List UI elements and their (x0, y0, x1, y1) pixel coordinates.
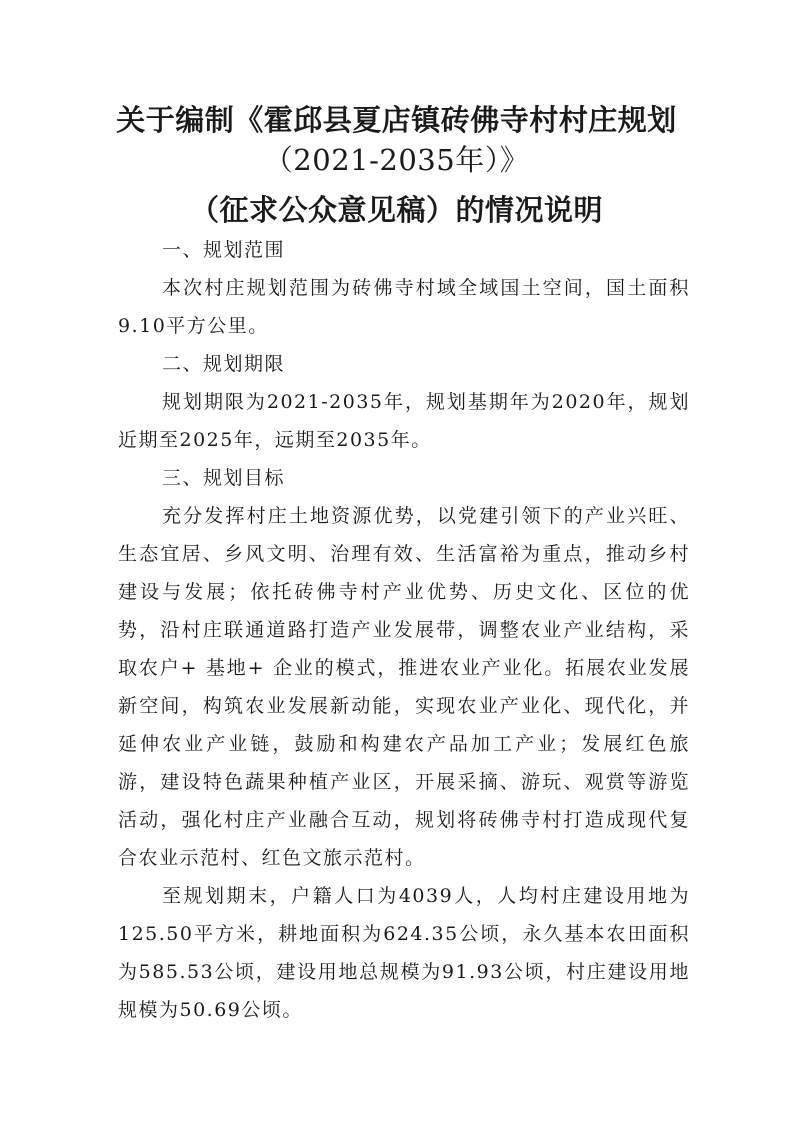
paragraph-period: 规划期限为2021-2035年，规划基期年为2020年，规划近期至2025年，远期至2035年。 (118, 391, 690, 451)
paragraph-goals: 充分发挥村庄土地资源优势，以党建引领下的产业兴旺、生态宜居、乡风文明、治理有效、生活富裕为重点，推动乡村建设与发展；依托砖佛寺村产业优势、历史文化、区位的优势，沿村庄联通道路打造产业发展带，调整农业产业结构，采取农户+ 基地+ 企业的模式，推进农业产业化。拓展农业发展新空间，构筑农业发展新动能，实现农业产业化、现代化，并延伸农业产业链，鼓励和构建农产品加工产业；发展红色旅游，建设特色蔬果种植产业区，开展采摘、游玩、观赏等游览活动，强化村庄产业融合互动，规划将砖佛寺村打造成现代复合农业示范村、红色文旅示范村。 (118, 505, 690, 869)
paragraph-targets: 至规划期末，户籍人口为4039人，人均村庄建设用地为125.50平方米，耕地面积为624.35公顷，永久基本农田面积为585.53公顷，建设用地总规模为91.93公顷，村庄建设用地规模为50.69公顷。 (118, 885, 690, 1021)
document-title-line3: （征求公众意见稿）的情况说明 (189, 193, 603, 227)
section-heading-goals: 三、规划目标 (162, 467, 286, 489)
section-heading-scope: 一、规划范围 (162, 239, 286, 261)
paragraph-scope: 本次村庄规划范围为砖佛寺村域全域国土空间，国土面积9.10平方公里。 (118, 277, 690, 337)
document-title-line2: （2021-2035年）》 (263, 143, 530, 177)
section-heading-period: 二、规划期限 (162, 353, 286, 375)
document-title-line1: 关于编制《霍邱县夏店镇砖佛寺村村庄规划 (116, 103, 677, 137)
